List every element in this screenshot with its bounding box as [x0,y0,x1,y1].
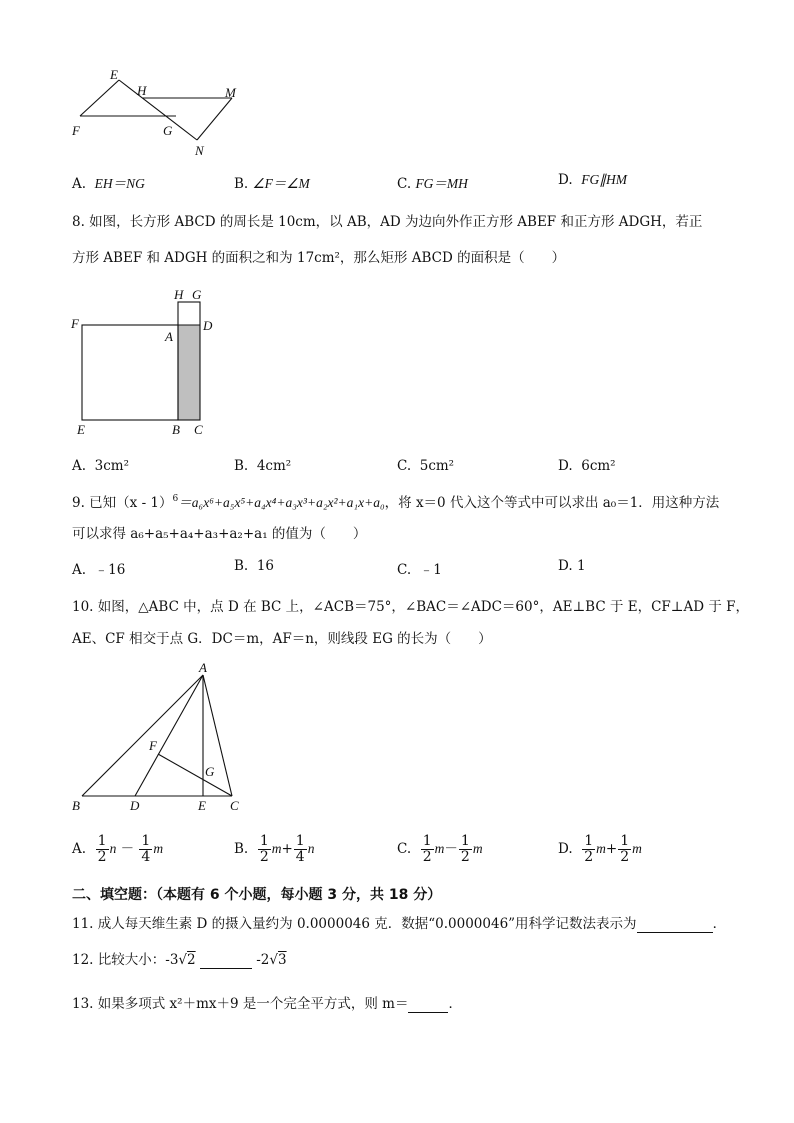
label-a: A [199,660,207,675]
q9-option-d[interactable]: D. 1 [558,558,586,574]
square-abef [82,325,178,420]
label-f: F [72,123,80,138]
label-c: C [230,798,239,813]
fraction: $\frac{1}{2}$ [259,833,269,865]
q10-option-d[interactable]: D. $\frac{1}{2}$ m+ $\frac{1}{2}$ m [558,833,642,865]
sqrt-icon: √ [269,952,278,968]
q8-option-c[interactable]: C. 5cm² [397,458,455,474]
q9-option-b[interactable]: B. 16 [234,558,274,574]
q10-text-line2: AE、CF 相交于点 G．DC＝m，AF＝n，则线段 EG 的长为（ ） [72,631,492,647]
fraction: $\frac{1}{4}$ [141,833,151,865]
label-n: N [195,143,204,158]
sqrt-icon: √ [178,952,188,968]
q7-option-c[interactable]: C. FG＝MH [397,176,468,192]
section-title: 二、填空题：（本题有 6 个小题，每小题 3 分，共 18 分） [72,887,442,903]
q9-text-line1: 9. 已知（x - 1）$^6$＝a₆x⁶+a₅x⁵+a₄x⁴+a₃x³+a₂x²+a₁x+a₀，将 x＝0 代入这个等式中可以求出 a₀＝1．用这种方法 [72,494,720,511]
q8-text-line2: 方形 ABEF 和 ADGH 的面积之和为 17cm²，那么矩形 ABCD 的面积是（ ） [72,250,566,266]
label-e: E [198,798,206,813]
q11-answer-blank[interactable] [637,918,713,933]
segment-cf [158,754,232,796]
figure-q7 [60,62,250,162]
fraction: $\frac{1}{4}$ [295,833,305,865]
segment-ab [82,675,203,796]
segment-ef [80,80,119,116]
fraction: $\frac{1}{2}$ [97,833,107,865]
q8-option-a[interactable]: A. 3cm² [72,458,130,474]
q9-text-line2: 可以求得 a₆+a₅+a₄+a₃+a₂+a₁ 的值为（ ） [72,526,367,542]
q7-option-d[interactable]: D. FG∥HM [558,172,627,188]
q9-option-a[interactable]: A. ﹣16 [72,562,126,578]
q8-text-line1: 8. 如图，长方形 ABCD 的周长是 10cm，以 AB，AD 为边向外作正方形 ABEF 和正方形 ADGH，若正 [72,214,703,230]
rectangle-abcd-shaded [178,325,200,420]
label-e: E [77,422,85,437]
label-c: C [194,422,203,437]
figure-q8 [66,284,226,440]
q13-answer-blank[interactable] [408,998,448,1013]
label-d: D [203,318,213,333]
segment-nm [197,98,232,140]
label-m: M [225,85,236,100]
fraction: $\frac{1}{2}$ [620,833,630,865]
label-g: G [205,764,215,779]
label-f: F [149,738,157,753]
q10-option-a[interactable]: A. $\frac{1}{2}$ n － $\frac{1}{4}$ m [72,833,164,865]
q7-option-a[interactable]: A. EH＝NG [72,176,145,192]
q13-text: 13. 如果多项式 x²＋mx＋9 是一个完全平方式，则 m＝ ． [72,996,462,1012]
q10-option-c[interactable]: C. $\frac{1}{2}$ m－ $\frac{1}{2}$ m [397,833,483,865]
fraction: $\frac{1}{2}$ [422,833,432,865]
q8-option-d[interactable]: D. 6cm² [558,458,616,474]
q12-text: 12. 比较大小：-3√2 -2√3 [72,952,287,968]
label-d: D [130,798,140,813]
fraction: $\frac{1}{2}$ [460,833,470,865]
label-a: A [165,329,173,344]
q12-answer-blank[interactable] [200,954,252,969]
label-b: B [172,422,180,437]
q10-option-b[interactable]: B. $\frac{1}{2}$ m+ $\frac{1}{4}$ n [234,833,315,865]
label-h: H [174,287,184,302]
segment-en [119,80,197,140]
figure-q10 [62,656,262,818]
label-e: E [110,67,118,82]
q9-option-c[interactable]: C. ﹣1 [397,562,442,578]
label-f: F [71,316,79,331]
q7-option-b[interactable]: B. ∠F＝∠M [234,176,310,192]
label-b: B [72,798,80,813]
fraction: $\frac{1}{2}$ [584,833,594,865]
q8-option-b[interactable]: B. 4cm² [234,458,292,474]
label-h: H [137,83,147,98]
q11-text: 11. 成人每天维生素 D 的摄入量约为 0.0000046 克．数据“0.0000046”用科学记数法表示为 ． [72,916,727,932]
q10-text-line1: 10. 如图，△ABC 中，点 D 在 BC 上，∠ACB＝75°，∠BAC＝∠ADC＝60°，AE⊥BC 于 E，CF⊥AD 于 F， [72,599,750,615]
label-g: G [192,287,202,302]
label-g: G [163,123,173,138]
segment-ad [135,675,203,796]
